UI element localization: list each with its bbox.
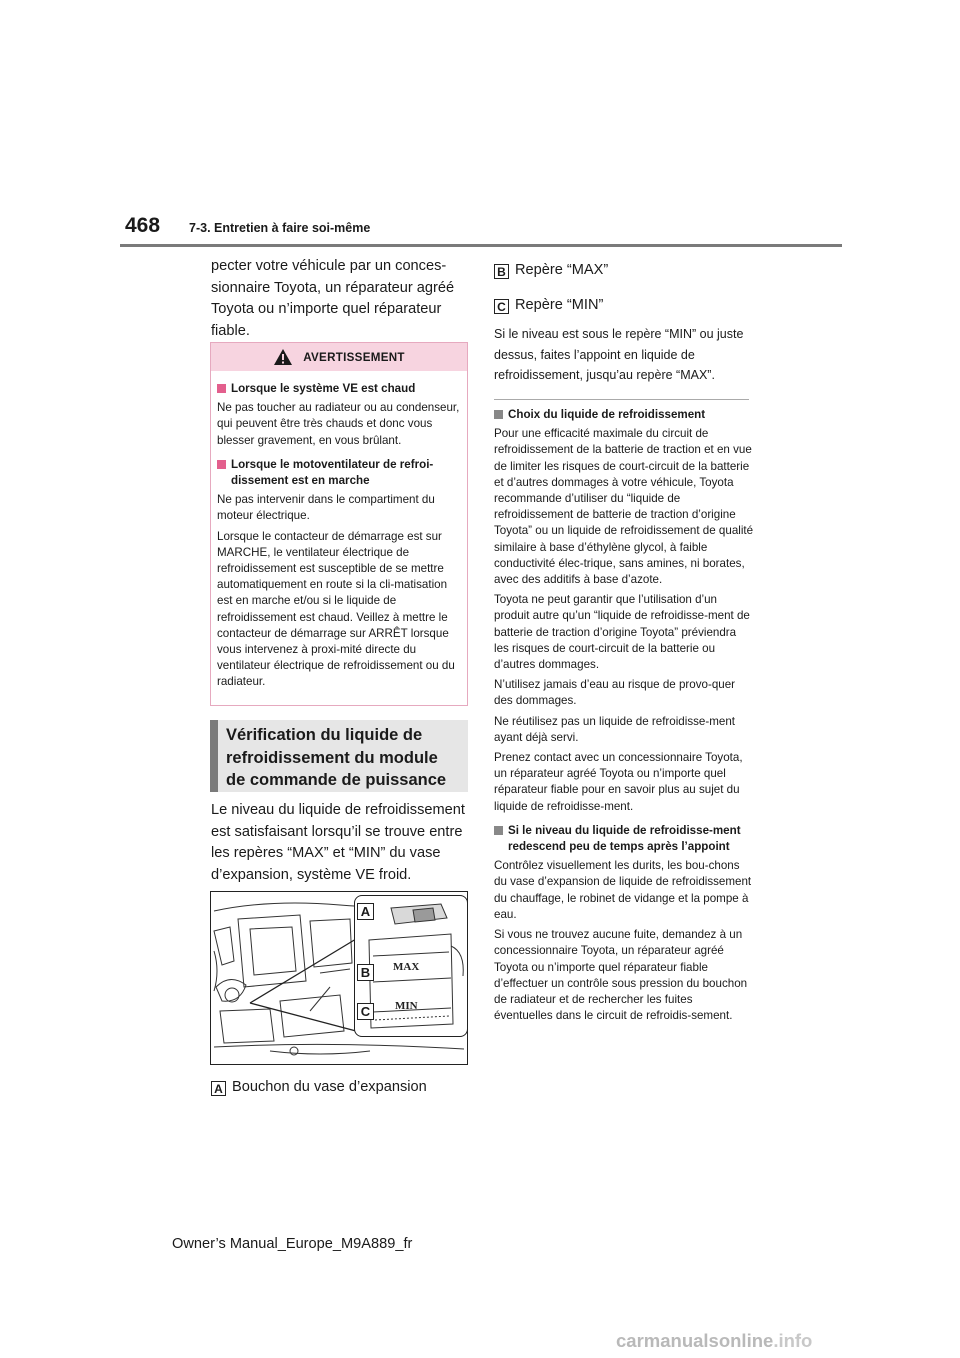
body-paragraph: N’utilisez jamais d’eau au risque de provo-quer des dommages. [494, 678, 736, 708]
callout-text: Repère “MIN” [515, 297, 604, 313]
callout-c [494, 295, 603, 315]
warning-title: AVERTISSEMENT [303, 350, 405, 364]
callout-label-box: C [494, 299, 509, 314]
callout-text: Bouchon du vase d’expansion [232, 1079, 427, 1095]
subheading-coolant-choice: Choix du liquide de refroidissement [494, 407, 754, 423]
callout-label-box: A [211, 1081, 226, 1096]
warning-text: Lorsque le contacteur de démarrage est sur MARCHE, le ventilateur électrique de refroidissement est susceptible de se mettre automatiquement en route si la cli-matisation est en marche et/ou si le liquide de refroidissement est chaud. Veillez à mettre le contacteur de démarrage sur ARRÊT lorsque vous intervenez à proxi-mité directe du ventilateur électrique de refroidissement ou du radiateur. [217, 529, 455, 689]
min-mark-label: MIN [395, 1000, 418, 1012]
warning-text: Ne pas intervenir dans le compartiment du moteur électrique. [217, 493, 435, 523]
gray-square-bullet-icon [494, 826, 503, 835]
warning-box [210, 342, 468, 706]
body-paragraph: Ne réutilisez pas un liquide de refroidisse-ment ayant déjà servi. [494, 714, 736, 744]
level-paragraph: Le niveau du liquide de refroidissement est satisfaisant lorsqu’il se trouve entre les repères “MAX” et “MIN” du vase d’expansion, système VE froid. [211, 802, 465, 883]
diagram-label-c: C [357, 1003, 374, 1020]
callout-a [211, 1077, 427, 1097]
section-title: 7-3. Entretien à faire soi-même [189, 221, 371, 235]
header-rule [120, 244, 842, 247]
callout-text: Repère “MAX” [515, 262, 609, 278]
warning-body [211, 371, 467, 691]
callout-b [494, 260, 608, 280]
pink-square-bullet-icon [217, 384, 226, 393]
page-number: 468 [125, 214, 161, 237]
max-mark-label: MAX [393, 961, 420, 973]
body-paragraph: Contrôlez visuellement les durits, les bou-chons du vase d’expansion de liquide de refroidissement du chauffage, le robinet de vidange et la pompe à eau. [494, 859, 752, 921]
warning-text: Ne pas toucher au radiateur ou au condenseur, qui peuvent être très chauds et donc vous blesser gravement, en vous brûlant. [217, 401, 460, 447]
footer-manual-id: Owner’s Manual_Europe_M9A889_fr [172, 1236, 413, 1252]
diagram-label-a: A [357, 903, 374, 920]
watermark: carmanualsonline.info [616, 1330, 813, 1351]
diagram-label-b: B [357, 964, 374, 981]
section-divider [494, 399, 749, 400]
warning-subheading-1: Lorsque le système VE est chaud [217, 381, 461, 397]
intro-paragraph: pecter votre véhicule par un conces-sionnaire Toyota, un réparateur agréé Toyota ou n’importe quel réparateur fiable. [211, 258, 455, 339]
section-heading: Vérification du liquide de refroidissement du module de commande de puissance [210, 720, 468, 792]
pink-square-bullet-icon [217, 460, 226, 469]
warning-triangle-icon [273, 348, 293, 366]
body-paragraph: Prenez contact avec un concessionnaire Toyota, un réparateur agréé Toyota ou n’importe quel réparateur fiable pour en savoir plus au sujet du liquide de refroidisse-ment. [494, 751, 743, 813]
subheading-coolant-drop: Si le niveau du liquide de refroidisse-ment redescend peu de temps après l’appoint [494, 823, 754, 855]
body-paragraph: Toyota ne peut garantir que l’utilisation d’un produit autre qu’un “liquide de refroidisse-ment de batterie de traction d’origine Toyota” préviendra les risques de court-circuit de la batterie ou d’autres dommages. [494, 593, 750, 672]
min-level-text: Si le niveau est sous le repère “MIN” ou juste dessus, faites l’appoint en liquide de refroidissement, jusqu’au repère “MAX”. [494, 327, 744, 382]
body-paragraph: Si vous ne trouvez aucune fuite, demandez à un concessionnaire Toyota, un réparateur agréé Toyota ou n’importe quel réparateur fiable d’effectuer un contrôle sous pression du bouchon de radiateur et de rechercher les fuites éventuelles dans le circuit de refroidis-sement. [494, 928, 748, 1023]
body-paragraph: Pour une efficacité maximale du circuit de refroidissement de la batterie de traction et en vue de limiter les risques de court-circuit de la batterie et d’autres dommages à votre véhicule, Toyota recommande d’utiliser du “liquide de refroidissement de batterie de traction d’origine Toyota” ou un liquide de refroidissement de qualité similaire à base d’éthylène glycol, à faible conductivité élec-trique, sans amines, ni borates, avec des additifs à base d’azote. [494, 427, 754, 587]
right-column [494, 405, 754, 1028]
warning-header [211, 343, 467, 371]
callout-label-box: B [494, 264, 509, 279]
warning-subheading-2: Lorsque le motoventilateur de refroi-dissement est en marche [217, 457, 461, 489]
gray-square-bullet-icon [494, 410, 503, 419]
